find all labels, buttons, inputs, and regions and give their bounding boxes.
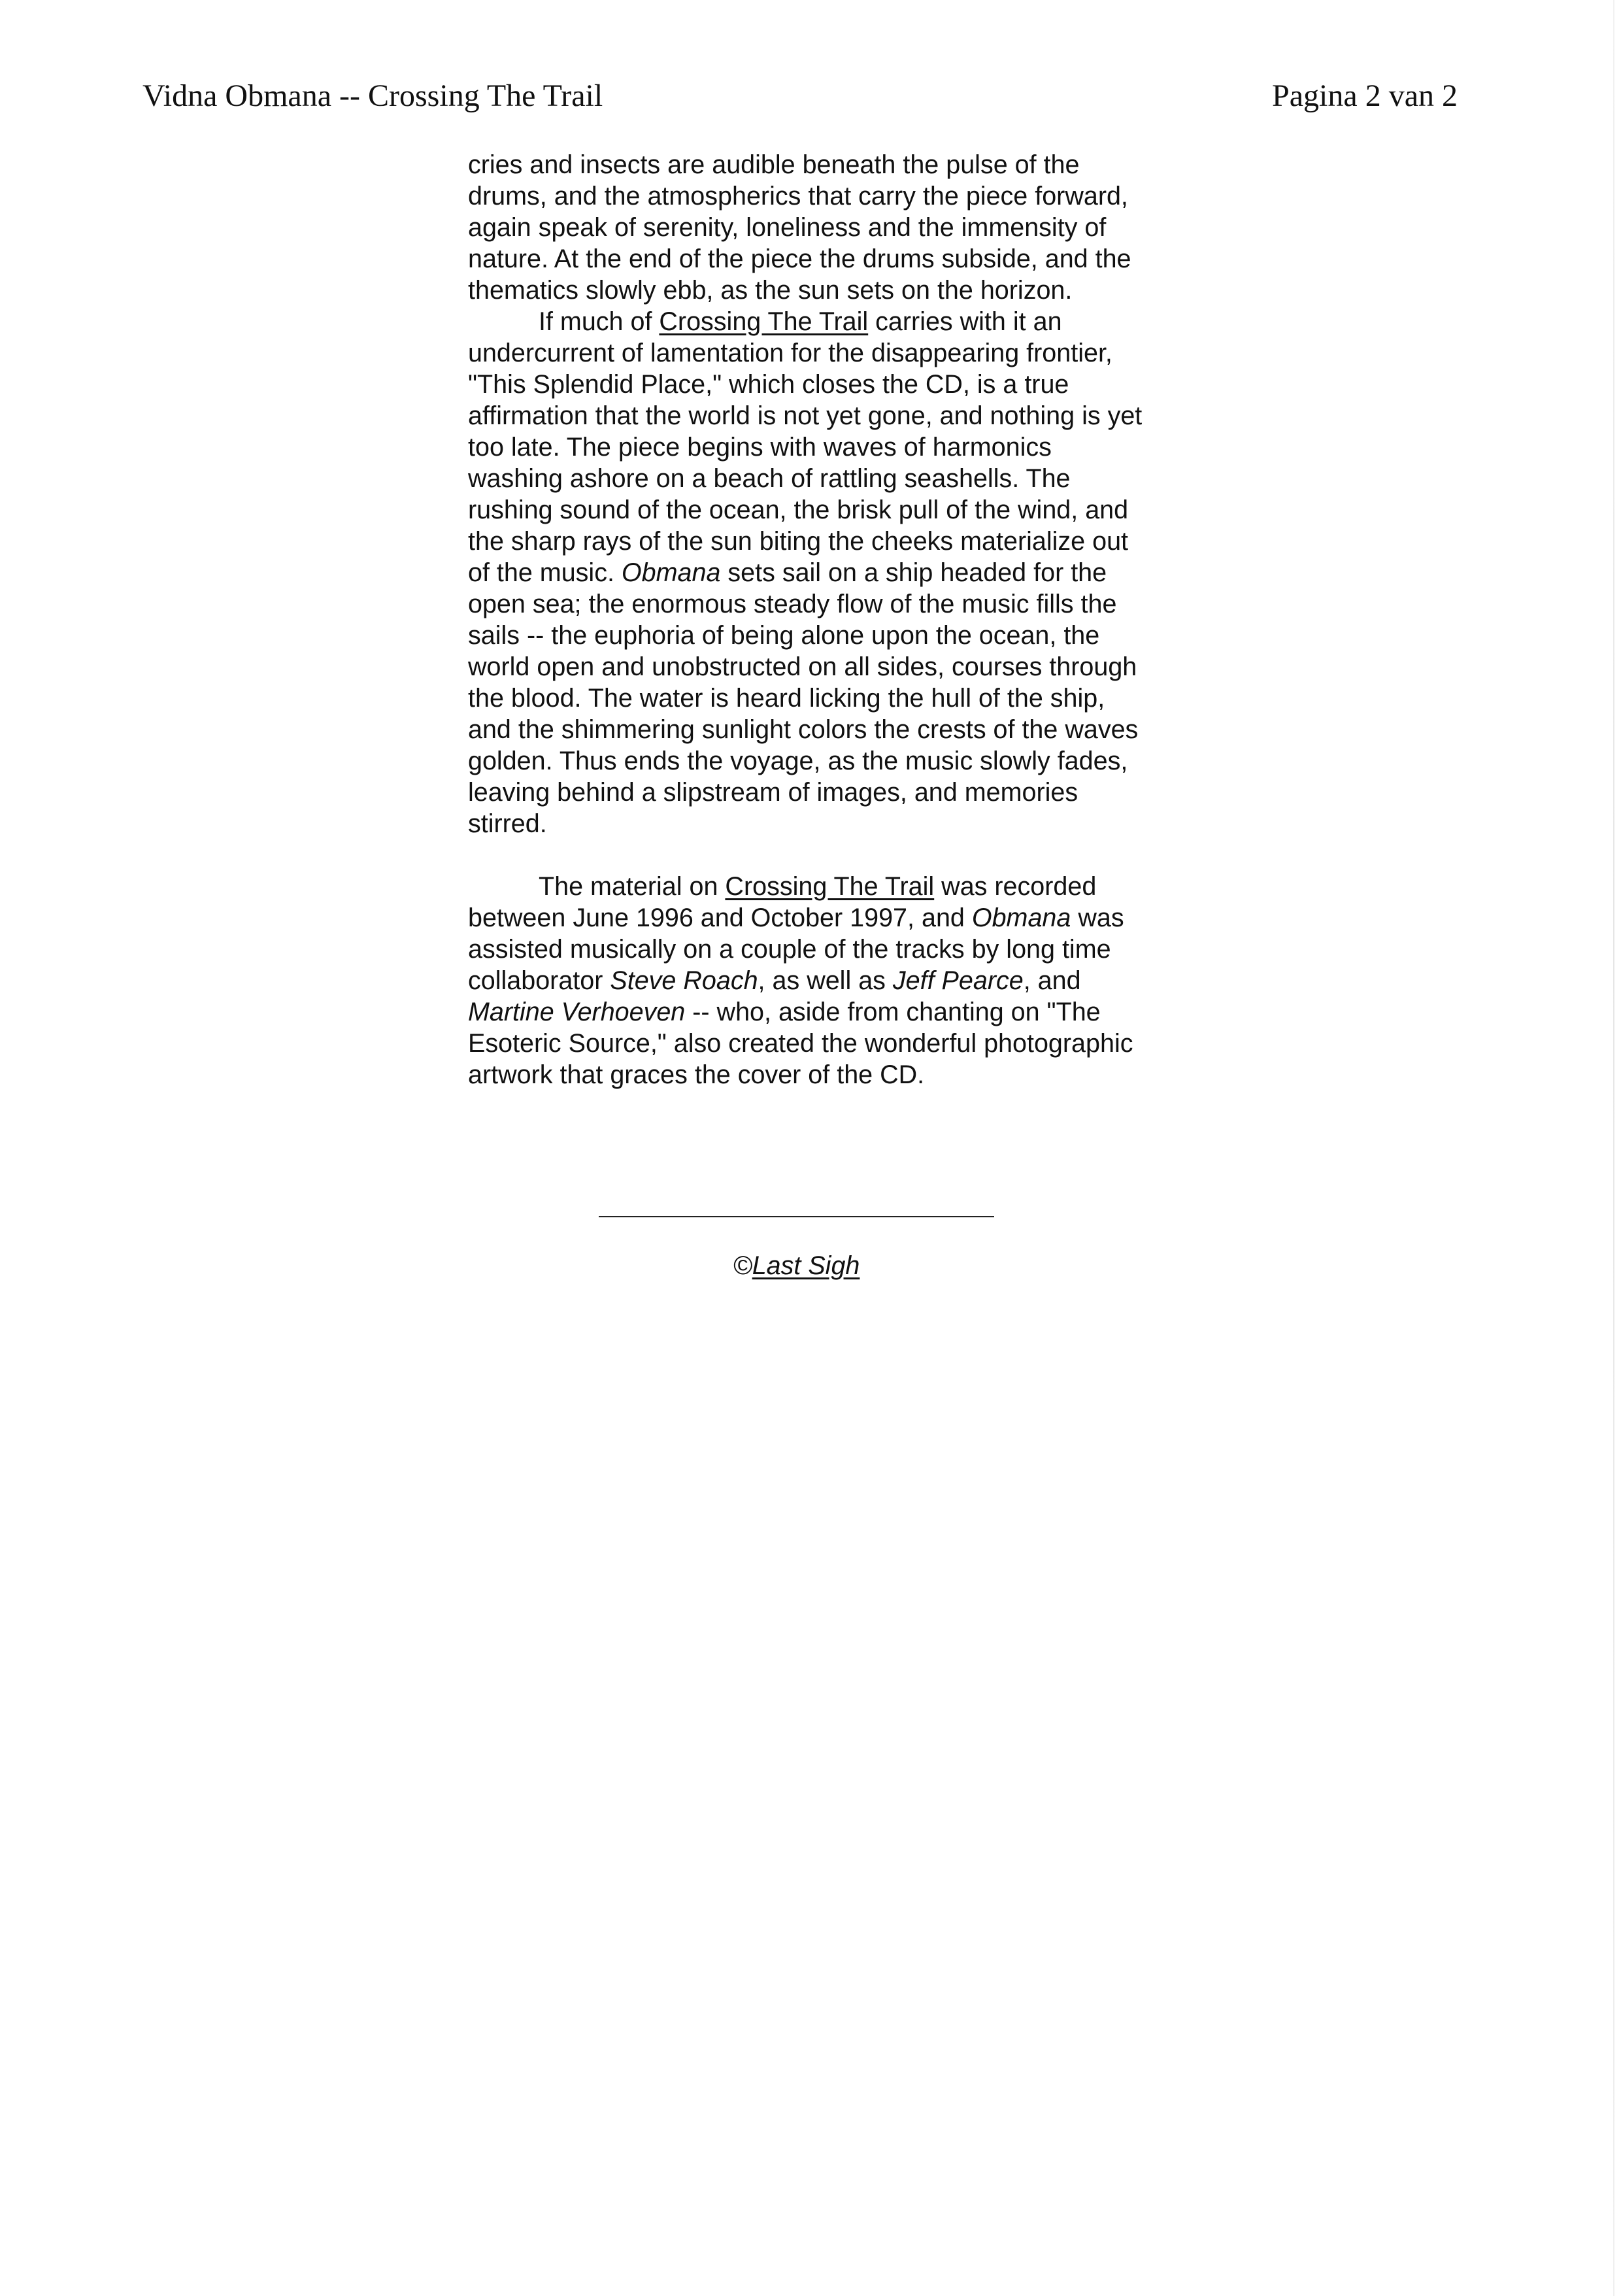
- text-run: was assisted musically on a couple of the tracks by long time collaborator: [468, 903, 1124, 995]
- scan-edge-line: [1613, 0, 1614, 2296]
- footer-credit: [599, 1250, 994, 1281]
- artist-name: Obmana: [971, 903, 1071, 932]
- copyright-symbol: ©: [733, 1251, 752, 1280]
- text-run: , as well as: [758, 966, 893, 995]
- collaborator-name: Steve Roach: [610, 966, 758, 995]
- artist-name: Obmana: [621, 558, 721, 587]
- document-title: Vidna Obmana -- Crossing The Trail: [142, 78, 603, 113]
- paragraph-splendid-place: [468, 306, 1148, 839]
- page-indicator: Pagina 2 van 2: [1272, 78, 1458, 113]
- album-title-link: Crossing The Trail: [659, 307, 869, 336]
- page-header: [142, 73, 1458, 119]
- paragraph-continued: cries and insects are audible beneath the pulse of the drums, and the atmospherics that carry the piece forward, again speak of serenity, loneliness and the immensity of nature. At the end of the piece the drums subside, and the thematics slowly ebb, as the sun sets on the horizon.: [468, 150, 1131, 305]
- text-run: , and: [1023, 966, 1081, 995]
- paragraph-credits: [468, 871, 1148, 1090]
- text-run: -- who, aside from chanting on "The Esoteric Source," also created the wonderful photographic artwork that graces the cover of the CD.: [468, 998, 1133, 1089]
- text-run: The material on: [539, 872, 726, 901]
- collaborator-name: Jeff Pearce: [892, 966, 1024, 995]
- last-sigh-link[interactable]: Last Sigh: [752, 1251, 860, 1280]
- collaborator-name: Martine Verhoeven: [468, 998, 686, 1026]
- text-run: sets sail on a ship headed for the open sea; the enormous steady flow of the music fills the sails -- the euphoria of being alone upon the ocean, the world open and unobstructed on all sides, courses through the blood. The water is heard licking the hull of the ship, and the shimmering sunlight colors the crests of the waves golden. Thus ends the voyage, as the music slowly fades, leaving behind a slipstream of images, and memories stirred.: [468, 558, 1139, 838]
- album-title-link: Crossing The Trail: [725, 872, 935, 901]
- text-run: If much of: [539, 307, 660, 336]
- section-divider: [599, 1216, 994, 1217]
- text-run: was recorded between June 1996 and October 1997, and: [468, 872, 1097, 932]
- article-body: [468, 149, 1148, 1090]
- text-run: carries with it an undercurrent of lamentation for the disappearing frontier, "This Splendid Place," which closes the CD, is a true affirmation that the world is not yet gone, and nothing is yet too late. The piece begins with waves of harmonics washing ashore on a beach of rattling seashells. The rushing sound of the ocean, the brisk pull of the wind, and the sharp rays of the sun biting the cheeks materialize out of the music.: [468, 307, 1143, 587]
